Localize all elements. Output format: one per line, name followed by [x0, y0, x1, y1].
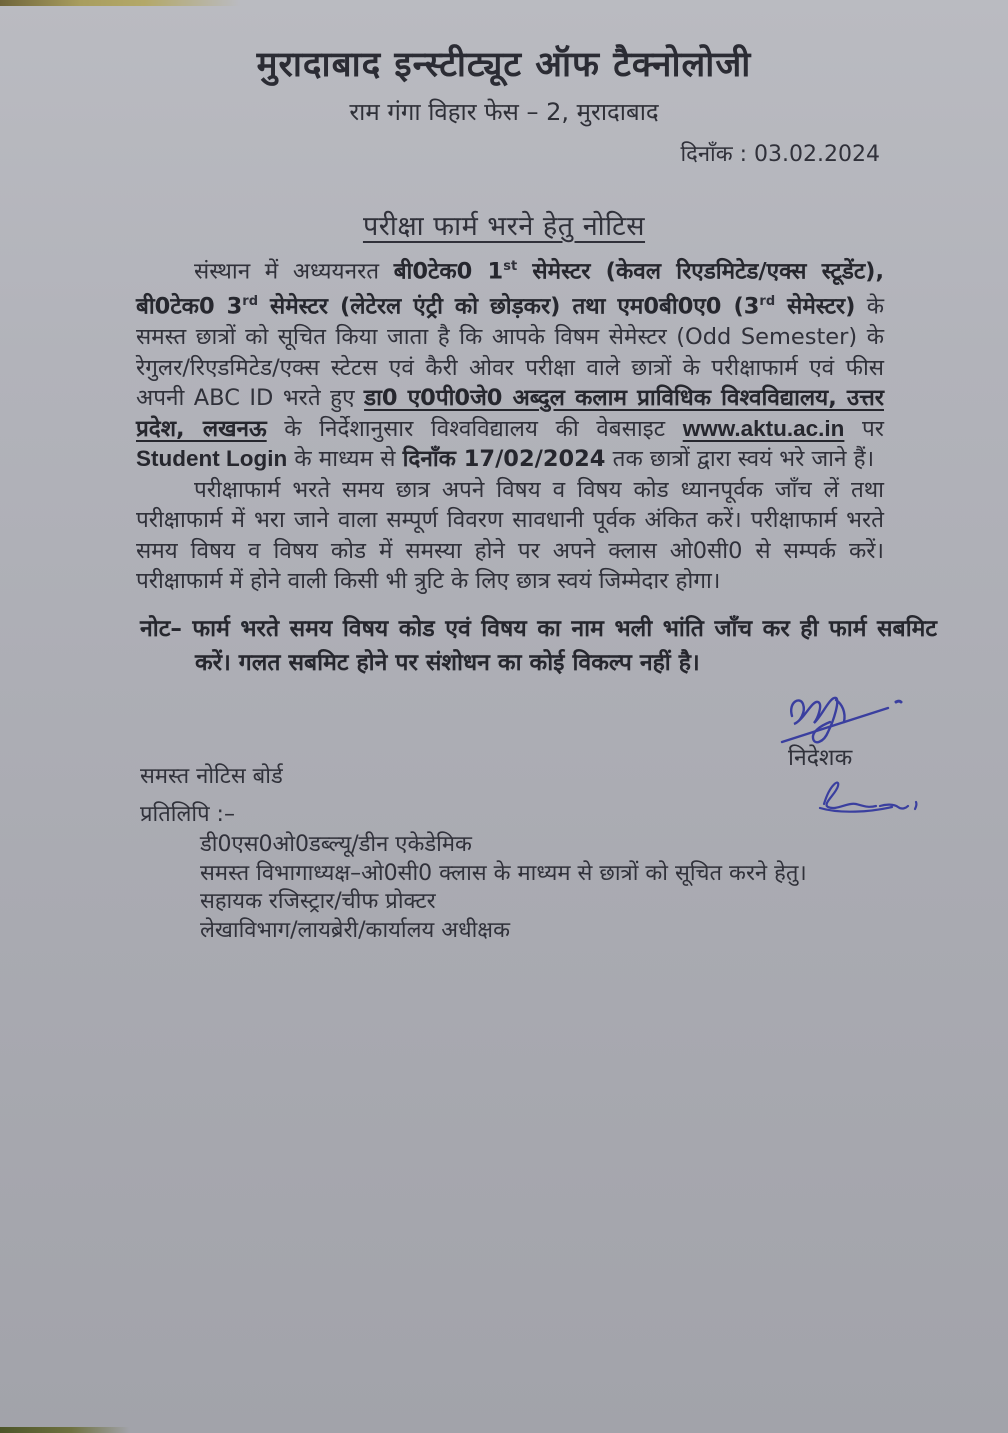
p1-regular-6: तक छात्रों द्वारा स्वयं भरे जाने हैं।	[605, 446, 875, 472]
p1-university-name: डा0 ए0पी0जे0 अब्दुल कलाम प्राविधिक विश्वविद्यालय, उत्तर प्रदेश, लखनऊ	[136, 385, 884, 442]
institute-address: राम गंगा विहार फेस – 2, मुरादाबाद	[349, 98, 659, 126]
copy-item-2: समस्त विभागाध्यक्ष–ओ0सी0 क्लास के माध्यम से छात्रों को सूचित करने हेतु।	[200, 860, 807, 886]
p1-ordinal-st: st	[503, 259, 518, 274]
p1-student-login: Student Login	[136, 446, 288, 471]
second-signature	[810, 774, 925, 818]
p1-regular-5: के माध्यम से	[287, 446, 403, 472]
letterhead	[0, 40, 1008, 128]
institute-name: मुरादाबाद इन्स्टीट्यूट ऑफ टैक्नोलोजी	[256, 45, 752, 85]
p1-regular-4: पर	[844, 415, 884, 442]
note-text: फार्म भरते समय विषय कोड एवं विषय का नाम भली भांति जाँच कर ही फार्म सबमिट करें। गलत सबमिट होने पर संशोधन का कोई विकल्प नहीं है।	[181, 616, 937, 676]
p1-deadline-date: दिनाँक 17/02/2024	[402, 446, 606, 472]
paper-bottom-edge	[0, 1427, 130, 1433]
p1-bold-mba: सेमेस्टर (लेटेरल एंट्री को छोड़कर) तथा एम0बी0ए0 (3	[258, 293, 760, 320]
notice-title	[0, 206, 1008, 243]
note-block	[140, 612, 937, 680]
copy-label: प्रतिलिपि :–	[140, 802, 235, 827]
p1-ordinal-rd-1: rd	[242, 294, 258, 309]
p1-regular-2: के समस्त छात्रों को सूचित किया जाता है कि आपके विषम सेमेस्टर (Odd Semester) के रेगुलर/रिएडमिटेड/एक्स स्टेटस एवं कैरी ओवर परीक्षा वाले छात्रों के परीक्षाफार्म एवं फीस अपनी ABC ID भरते हुए	[136, 293, 884, 411]
copy-list	[200, 831, 807, 945]
copy-item-1: डी0एस0ओ0डब्ल्यू/डीन एकेडेमिक	[200, 832, 472, 857]
p1-regular-1: संस्थान में अध्ययनरत	[194, 258, 394, 285]
p1-bold-sem-close: सेमेस्टर)	[775, 293, 856, 320]
notice-title-text: परीक्षा फार्म भरने हेतु नोटिस	[362, 211, 646, 242]
copy-item-4: लेखाविभाग/लायब्रेरी/कार्यालय अधीक्षक	[200, 917, 510, 943]
director-designation: निदेशक	[788, 745, 853, 771]
p1-website-url: www.aktu.ac.in	[682, 415, 845, 441]
notice-board-line: समस्त नोटिस बोर्ड	[140, 764, 283, 789]
paper-top-edge	[0, 0, 320, 6]
copy-item-3: सहायक रजिस्ट्रार/चीफ प्रोक्टर	[200, 889, 436, 914]
p1-bold-btech3: सेमेस्टर (केवल रिएडमिटेड/एक्स स्टूडेंट), बी0टेक0 3	[136, 258, 884, 320]
note-label: नोट–	[140, 616, 182, 642]
paragraph-2: परीक्षाफार्म भरते समय छात्र अपने विषय व विषय कोड ध्यानपूर्वक जाँच लें तथा परीक्षाफार्म में भरा जाने वाला सम्पूर्ण विवरण सावधानी पूर्वक अंकित करें। परीक्षाफार्म भरते समय विषय व विषय कोड में समस्या होने पर अपने क्लास ओ0सी0 से सम्पर्क करें। परीक्षाफार्म में होने वाली किसी भी त्रुटि के लिए छात्र स्वयं जिम्मेदार होगा।	[136, 476, 884, 594]
p1-bold-btech1: बी0टेक0 1	[393, 258, 504, 285]
notice-body	[136, 252, 884, 597]
p1-regular-3: के निर्देशानुसार विश्वविद्यालय की वेबसाइट	[266, 415, 683, 442]
paragraph-1	[136, 252, 884, 475]
p1-ordinal-rd-2: rd	[759, 294, 776, 309]
date-line: दिनाँक : 03.02.2024	[680, 142, 880, 167]
